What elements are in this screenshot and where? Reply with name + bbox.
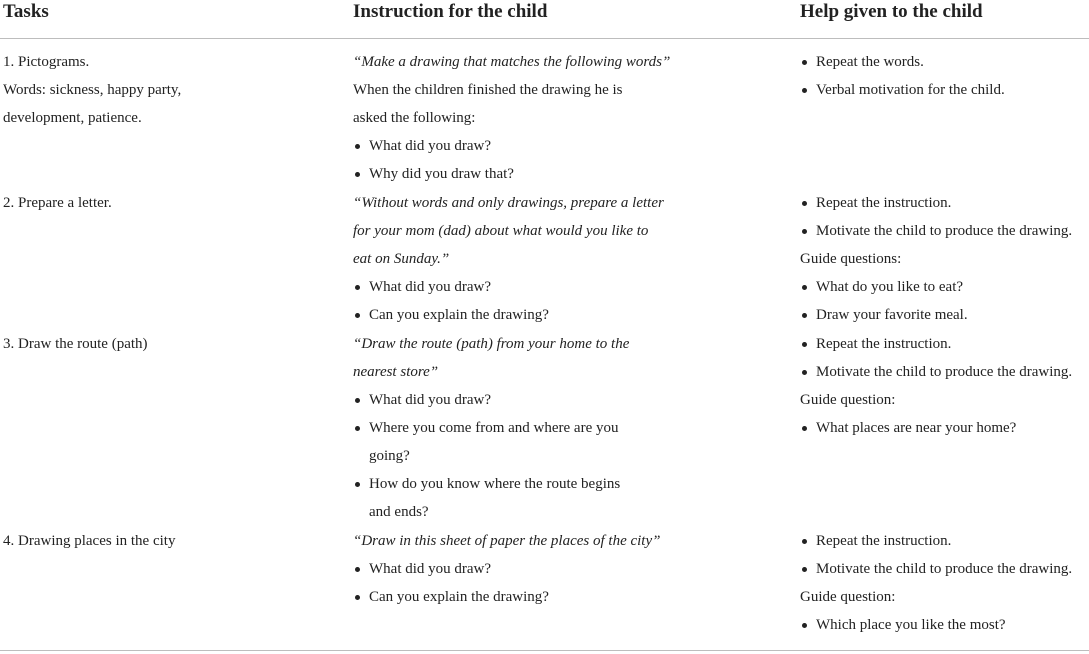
instruction-quote: nearest store”: [353, 364, 439, 380]
instruction-quote: “Draw in this sheet of paper the places of the city”: [353, 533, 661, 549]
task-text: 2. Prepare a letter.: [3, 195, 112, 211]
task-text: development, patience.: [3, 110, 142, 126]
help-bullet: Repeat the instruction.: [800, 330, 1072, 358]
table-header: [0, 0, 1089, 39]
task-cell: [3, 48, 181, 132]
help-bullet: Repeat the instruction.: [800, 189, 1072, 217]
task-cell: [3, 189, 112, 217]
instruction-bullet: Why did you draw that?: [353, 160, 670, 188]
instruction-bullet: Can you explain the drawing?: [353, 583, 660, 611]
help-bullet: Repeat the instruction.: [800, 527, 1072, 555]
guide-label: Guide question:: [800, 589, 896, 605]
help-cell: [800, 189, 1072, 329]
instruction-bullet: and ends?: [369, 504, 429, 520]
instruction-quote: “Make a drawing that matches the following words”: [353, 54, 671, 70]
help-bullet: Motivate the child to produce the drawing.: [800, 358, 1072, 386]
help-cell: [800, 527, 1072, 639]
instruction-bullet: How do you know where the route begins: [353, 470, 629, 498]
guide-label: Guide questions:: [800, 251, 902, 267]
guide-bullet: Draw your favorite meal.: [800, 301, 1072, 329]
instruction-bullet: Where you come from and where are you: [353, 414, 629, 442]
header-help: Help given to the child: [800, 1, 983, 22]
instruction-cell: [353, 330, 629, 526]
instruction-bullet: What did you draw?: [353, 132, 670, 160]
instruction-quote: “Without words and only drawings, prepare a letter: [353, 195, 664, 211]
instruction-bullet: Can you explain the drawing?: [353, 301, 664, 329]
task-cell: [3, 330, 148, 358]
instruction-quote: for your mom (dad) about what would you like to: [353, 223, 649, 239]
help-cell: [800, 48, 1005, 104]
task-text: 3. Draw the route (path): [3, 336, 148, 352]
header-instruction: Instruction for the child: [353, 1, 548, 22]
guide-bullet: Which place you like the most?: [800, 611, 1072, 639]
instruction-bullet: What did you draw?: [353, 386, 629, 414]
header-tasks: Tasks: [3, 1, 49, 22]
instruction-cell: [353, 527, 660, 611]
table-bottom-rule: [0, 650, 1089, 651]
instruction-quote: eat on Sunday.”: [353, 251, 450, 267]
help-bullet: Verbal motivation for the child.: [800, 76, 1005, 104]
help-cell: [800, 330, 1072, 442]
guide-bullet: What places are near your home?: [800, 414, 1072, 442]
instruction-text: When the children finished the drawing he is: [353, 82, 623, 98]
instruction-bullet: What did you draw?: [353, 273, 664, 301]
instruction-text: asked the following:: [353, 110, 476, 126]
task-cell: [3, 527, 175, 555]
task-text: 4. Drawing places in the city: [3, 533, 176, 549]
guide-bullet: What do you like to eat?: [800, 273, 1072, 301]
task-text: 1. Pictograms.: [3, 54, 90, 70]
help-bullet: Repeat the words.: [800, 48, 1005, 76]
instruction-bullet: going?: [369, 448, 410, 464]
instruction-bullet: What did you draw?: [353, 555, 660, 583]
instruction-quote: “Draw the route (path) from your home to the: [353, 336, 630, 352]
instruction-cell: [353, 48, 670, 188]
help-bullet: Motivate the child to produce the drawing.: [800, 217, 1072, 245]
task-text: Words: sickness, happy party,: [3, 82, 182, 98]
help-bullet: Motivate the child to produce the drawing.: [800, 555, 1072, 583]
guide-label: Guide question:: [800, 392, 896, 408]
instruction-cell: [353, 189, 664, 329]
